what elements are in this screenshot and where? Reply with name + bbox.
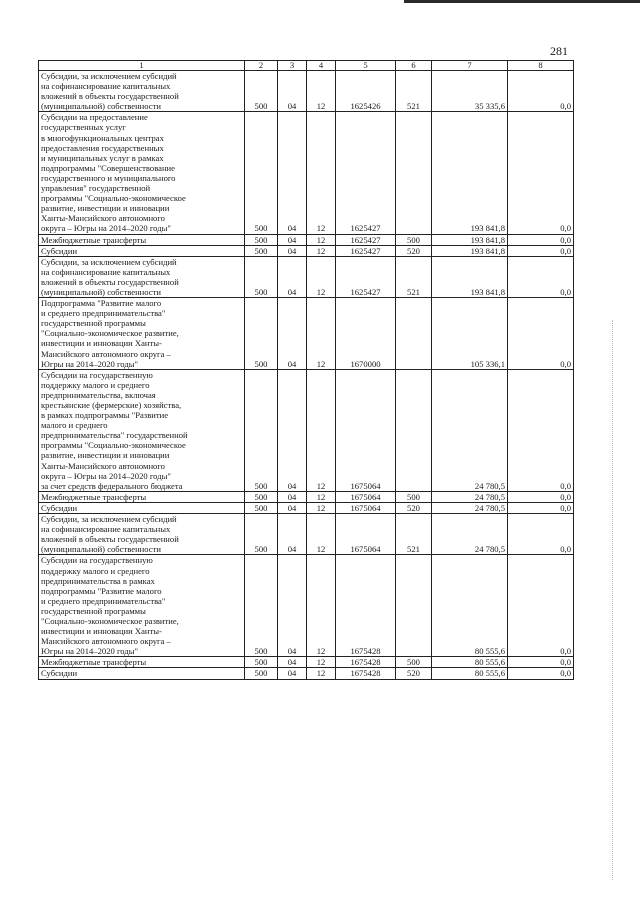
subsection-code-cell: 12	[307, 491, 336, 502]
amount-federal-cell: 0,0	[508, 112, 574, 234]
amount-federal-cell: 0,0	[508, 234, 574, 245]
row-name-line: предпринимательства" государственной	[41, 430, 188, 441]
subsection-code-cell: 12	[307, 256, 336, 297]
amount-federal-cell: 0,0	[508, 491, 574, 502]
row-name-line: крестьянские (фермерские) хозяйства,	[41, 400, 182, 410]
table-row	[39, 668, 574, 679]
amount-federal-cell: 0,0	[508, 502, 574, 513]
header-cell: 5	[336, 61, 396, 71]
header-cell: 8	[508, 61, 574, 71]
row-name-line: (муниципальной) собственности	[41, 286, 161, 297]
page-number: 281	[550, 44, 568, 58]
row-name-line: на софинансирование капитальных	[41, 81, 171, 92]
row-name-line: Югры на 2014–2020 годы"	[41, 358, 138, 369]
expense-type-cell: 520	[396, 668, 432, 679]
section-code-cell: 04	[278, 234, 307, 245]
row-name-line: Субсидии на государственную	[41, 555, 153, 566]
row-name-line: Субсидии на предоставление	[41, 112, 148, 123]
row-name-line: программы "Социально-экономическое	[41, 193, 186, 204]
amount-cell: 193 841,8	[432, 245, 508, 256]
row-name-line: программы "Социально-экономическое	[41, 440, 186, 451]
amount-federal-cell: 0,0	[508, 71, 574, 112]
table-row	[39, 298, 574, 370]
row-name-line: Субсидии	[41, 668, 78, 679]
row-name-line: государственных услуг	[41, 122, 126, 133]
row-name-line: государственной программы	[41, 318, 146, 329]
table-row	[39, 112, 574, 234]
row-name-line: Субсидии, за исключением субсидий	[41, 256, 177, 267]
admin-code-cell: 500	[245, 112, 278, 234]
row-name-cell	[39, 502, 245, 513]
row-name-line: в рамках подпрограммы "Развитие	[41, 410, 169, 421]
amount-cell: 35 335,6	[432, 71, 508, 112]
expense-type-cell: 520	[396, 245, 432, 256]
admin-code-cell: 500	[245, 491, 278, 502]
target-article-cell: 1675428	[336, 668, 396, 679]
row-name-line: инвестиции и инновации Ханты-	[41, 338, 162, 349]
admin-code-cell: 500	[245, 234, 278, 245]
row-name-line: предпринимательства в рамках	[41, 575, 155, 586]
row-name-cell	[39, 112, 245, 234]
target-article-cell: 1625427	[336, 256, 396, 297]
row-name-line: округа – Югры на 2014–2020 годы"	[41, 223, 171, 234]
subsection-code-cell: 12	[307, 555, 336, 657]
table-row	[39, 657, 574, 668]
section-code-cell: 04	[278, 668, 307, 679]
subsection-code-cell: 12	[307, 369, 336, 491]
row-name-line: Ханты-Мансийского автономного	[41, 460, 165, 471]
amount-federal-cell: 0,0	[508, 514, 574, 555]
expense-type-cell	[396, 369, 432, 491]
admin-code-cell: 500	[245, 256, 278, 297]
subsection-code-cell: 12	[307, 298, 336, 370]
section-code-cell: 04	[278, 555, 307, 657]
expense-type-cell: 500	[396, 491, 432, 502]
row-name-line: развитие, инвестиции и инновации	[41, 450, 170, 461]
admin-code-cell: 500	[245, 555, 278, 657]
subsection-code-cell: 12	[307, 514, 336, 555]
header-cell: 1	[39, 61, 245, 71]
admin-code-cell: 500	[245, 502, 278, 513]
amount-federal-cell: 0,0	[508, 245, 574, 256]
amount-federal-cell: 0,0	[508, 298, 574, 370]
row-name-line: подпрограммы "Совершенствование	[41, 162, 175, 173]
row-name-cell	[39, 256, 245, 297]
target-article-cell: 1625427	[336, 234, 396, 245]
row-name-line: "Социально-экономическое развитие,	[41, 328, 179, 339]
header-cell: 2	[245, 61, 278, 71]
top-edge-rule	[404, 0, 640, 3]
row-name-line: поддержку малого и среднего	[41, 565, 150, 576]
row-name-line: Югры на 2014–2020 годы"	[41, 646, 138, 657]
target-article-cell: 1675064	[336, 369, 396, 491]
expense-type-cell: 500	[396, 234, 432, 245]
target-article-cell: 1675428	[336, 555, 396, 657]
amount-cell: 193 841,8	[432, 256, 508, 297]
row-name-line: и муниципальных услуг в рамках	[41, 152, 164, 163]
admin-code-cell: 500	[245, 657, 278, 668]
table-row	[39, 514, 574, 555]
target-article-cell: 1675064	[336, 491, 396, 502]
expense-type-cell: 500	[396, 657, 432, 668]
row-name-line: на софинансирование капитальных	[41, 266, 171, 277]
row-name-line: вложений в объекты государственной	[41, 276, 179, 287]
header-cell: 4	[307, 61, 336, 71]
table-row	[39, 256, 574, 297]
row-name-cell	[39, 491, 245, 502]
row-name-line: развитие, инвестиции и инновации	[41, 203, 170, 214]
section-code-cell: 04	[278, 245, 307, 256]
subsection-code-cell: 12	[307, 234, 336, 245]
header-cell: 6	[396, 61, 432, 71]
row-name-cell	[39, 298, 245, 370]
expense-type-cell: 521	[396, 514, 432, 555]
amount-cell: 105 336,1	[432, 298, 508, 370]
expense-type-cell	[396, 112, 432, 234]
admin-code-cell: 500	[245, 514, 278, 555]
section-code-cell: 04	[278, 298, 307, 370]
admin-code-cell: 500	[245, 298, 278, 370]
row-name-cell	[39, 369, 245, 491]
row-name-line: "Социально-экономическое развитие,	[41, 615, 179, 626]
amount-federal-cell: 0,0	[508, 369, 574, 491]
row-name-line: Мансийского автономного округа –	[41, 348, 171, 359]
target-article-cell: 1675428	[336, 657, 396, 668]
amount-cell: 24 780,5	[432, 514, 508, 555]
row-name-line: Субсидии	[41, 245, 78, 256]
row-name-line: Субсидии	[41, 502, 78, 513]
amount-cell: 24 780,5	[432, 502, 508, 513]
section-code-cell: 04	[278, 71, 307, 112]
amount-cell: 193 841,8	[432, 112, 508, 234]
row-name-cell	[39, 514, 245, 555]
row-name-line: управления" государственной	[41, 183, 151, 194]
row-name-line: предпринимательства, включая	[41, 389, 156, 400]
budget-table	[38, 60, 574, 680]
row-name-line: подпрограммы "Развитие малого	[41, 585, 162, 596]
table-row	[39, 71, 574, 112]
row-name-cell	[39, 71, 245, 112]
row-name-line: и среднего предпринимательства"	[41, 308, 166, 319]
row-name-line: округа – Югры на 2014–2020 годы"	[41, 470, 171, 481]
subsection-code-cell: 12	[307, 502, 336, 513]
table-row	[39, 245, 574, 256]
admin-code-cell: 500	[245, 71, 278, 112]
row-name-line: и среднего предпринимательства"	[41, 595, 166, 606]
amount-federal-cell: 0,0	[508, 256, 574, 297]
section-code-cell: 04	[278, 514, 307, 555]
section-code-cell: 04	[278, 657, 307, 668]
section-code-cell: 04	[278, 256, 307, 297]
scan-edge-mark	[612, 320, 613, 880]
expense-type-cell	[396, 298, 432, 370]
amount-federal-cell: 0,0	[508, 668, 574, 679]
amount-cell: 24 780,5	[432, 491, 508, 502]
subsection-code-cell: 12	[307, 245, 336, 256]
table-row	[39, 369, 574, 491]
expense-type-cell	[396, 555, 432, 657]
row-name-line: вложений в объекты государственной	[41, 91, 179, 102]
row-name-cell	[39, 555, 245, 657]
row-name-line: Межбюджетные трансферты	[41, 491, 147, 502]
target-article-cell: 1625427	[336, 112, 396, 234]
row-name-line: Межбюджетные трансферты	[41, 657, 147, 668]
amount-cell: 24 780,5	[432, 369, 508, 491]
row-name-line: инвестиции и инновации Ханты-	[41, 626, 162, 637]
section-code-cell: 04	[278, 502, 307, 513]
row-name-cell	[39, 234, 245, 245]
row-name-line: (муниципальной) собственности	[41, 544, 161, 555]
row-name-line: за счет средств федерального бюджета	[41, 480, 183, 491]
table-row	[39, 234, 574, 245]
table-row	[39, 491, 574, 502]
target-article-cell: 1625427	[336, 245, 396, 256]
target-article-cell: 1675064	[336, 502, 396, 513]
row-name-line: Межбюджетные трансферты	[41, 234, 147, 245]
amount-federal-cell: 0,0	[508, 657, 574, 668]
admin-code-cell: 500	[245, 369, 278, 491]
row-name-line: малого и среднего	[41, 420, 108, 431]
amount-cell: 80 555,6	[432, 555, 508, 657]
amount-cell: 80 555,6	[432, 668, 508, 679]
expense-type-cell: 521	[396, 71, 432, 112]
subsection-code-cell: 12	[307, 112, 336, 234]
row-name-line: Субсидии, за исключением субсидий	[41, 514, 177, 525]
amount-cell: 80 555,6	[432, 657, 508, 668]
section-code-cell: 04	[278, 112, 307, 234]
row-name-line: Мансийского автономного округа –	[41, 636, 171, 647]
amount-federal-cell: 0,0	[508, 555, 574, 657]
row-name-cell	[39, 245, 245, 256]
target-article-cell: 1675064	[336, 514, 396, 555]
admin-code-cell: 500	[245, 668, 278, 679]
subsection-code-cell: 12	[307, 657, 336, 668]
row-name-line: Подпрограмма "Развитие малого	[41, 298, 162, 309]
row-name-line: (муниципальной) собственности	[41, 101, 161, 112]
subsection-code-cell: 12	[307, 668, 336, 679]
row-name-cell	[39, 668, 245, 679]
row-name-line: в многофункциональных центрах	[41, 132, 164, 143]
expense-type-cell: 521	[396, 256, 432, 297]
admin-code-cell: 500	[245, 245, 278, 256]
row-name-line: Ханты-Мансийского автономного	[41, 213, 165, 224]
row-name-line: государственной программы	[41, 605, 146, 616]
amount-cell: 193 841,8	[432, 234, 508, 245]
row-name-line: вложений в объекты государственной	[41, 534, 179, 545]
table-row	[39, 555, 574, 657]
row-name-line: Субсидии на государственную	[41, 369, 153, 380]
target-article-cell: 1625426	[336, 71, 396, 112]
row-name-line: на софинансирование капитальных	[41, 524, 171, 535]
expense-type-cell: 520	[396, 502, 432, 513]
header-cell: 3	[278, 61, 307, 71]
table-row	[39, 502, 574, 513]
target-article-cell: 1670000	[336, 298, 396, 370]
section-code-cell: 04	[278, 491, 307, 502]
row-name-line: Субсидии, за исключением субсидий	[41, 71, 177, 81]
subsection-code-cell: 12	[307, 71, 336, 112]
row-name-line: предоставления государственных	[41, 142, 164, 153]
section-code-cell: 04	[278, 369, 307, 491]
table-header-row	[39, 61, 574, 71]
header-cell: 7	[432, 61, 508, 71]
table-body	[39, 61, 574, 680]
row-name-cell	[39, 657, 245, 668]
row-name-line: поддержку малого и среднего	[41, 379, 150, 390]
row-name-line: государственного и муниципального	[41, 172, 176, 183]
